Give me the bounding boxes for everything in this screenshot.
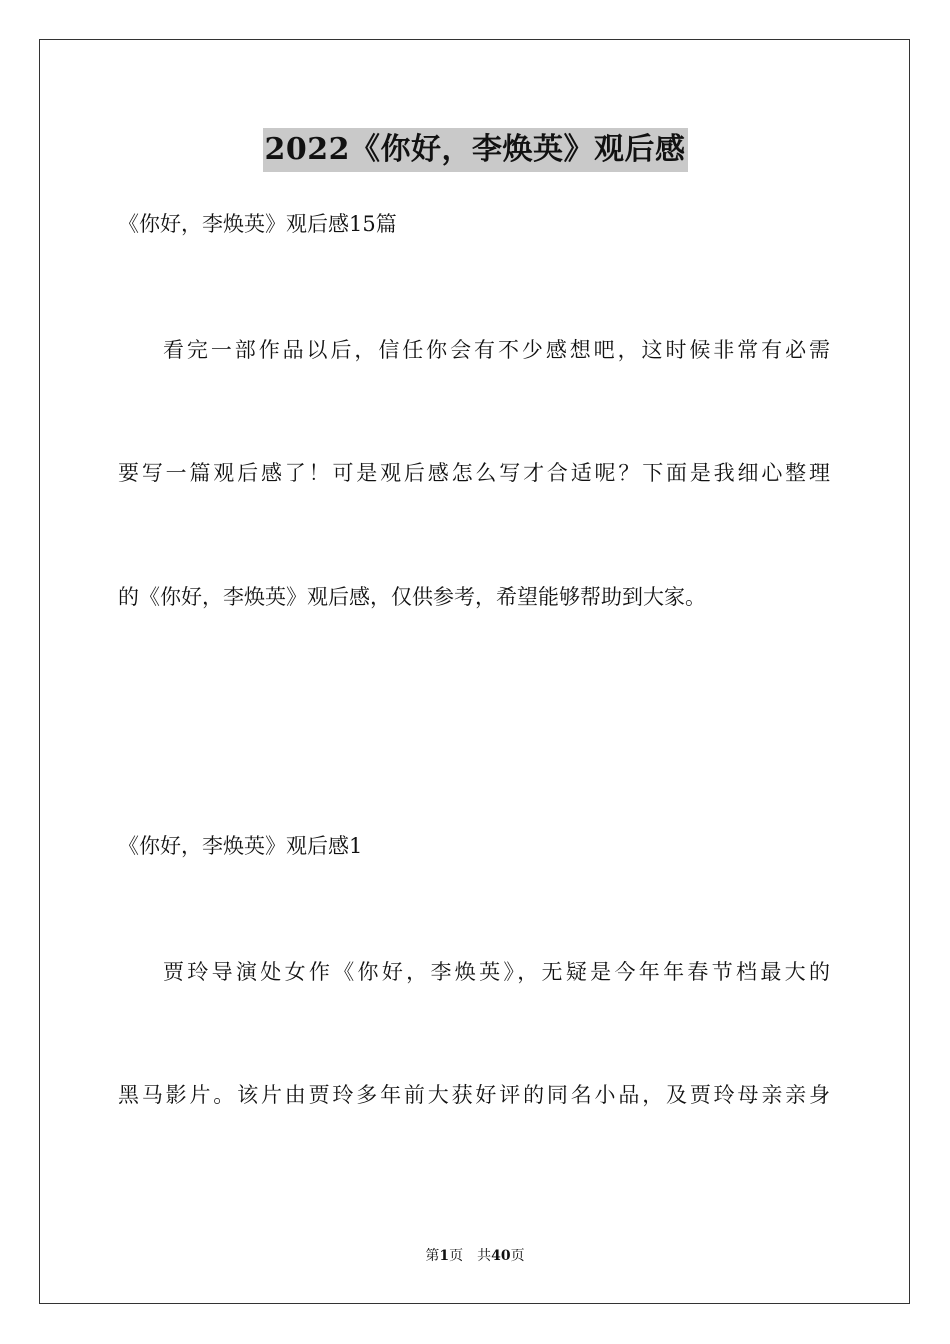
- total-pages: 40: [491, 1248, 511, 1264]
- total-prefix: 共: [477, 1248, 492, 1264]
- document-title: 2022《你好，李焕英》观后感: [263, 128, 688, 172]
- intro-line-3: 的《你好，李焕英》观后感，仅供参考，希望能够帮助到大家。: [118, 585, 706, 609]
- intro-line-2: 要写一篇观后感了！可是观后感怎么写才合适呢？下面是我细心整理: [118, 461, 830, 485]
- page-suffix: 页: [449, 1248, 464, 1264]
- title-container: [0, 128, 950, 172]
- page-number: 1: [439, 1248, 450, 1264]
- page-footer: [0, 1246, 950, 1266]
- total-suffix: 页: [510, 1248, 525, 1264]
- section-line-1: 贾玲导演处女作《你好，李焕英》，无疑是今年年春节档最大的: [163, 960, 830, 984]
- section-heading: 《你好，李焕英》观后感1: [118, 834, 363, 858]
- intro-line-1: 看完一部作品以后，信任你会有不少感想吧，这时候非常有必需: [163, 338, 830, 362]
- document-subtitle: 《你好，李焕英》观后感15篇: [118, 212, 397, 236]
- page-prefix: 第: [425, 1248, 440, 1264]
- section-line-2: 黑马影片。该片由贾玲多年前大获好评的同名小品，及贾玲母亲亲身: [118, 1083, 830, 1107]
